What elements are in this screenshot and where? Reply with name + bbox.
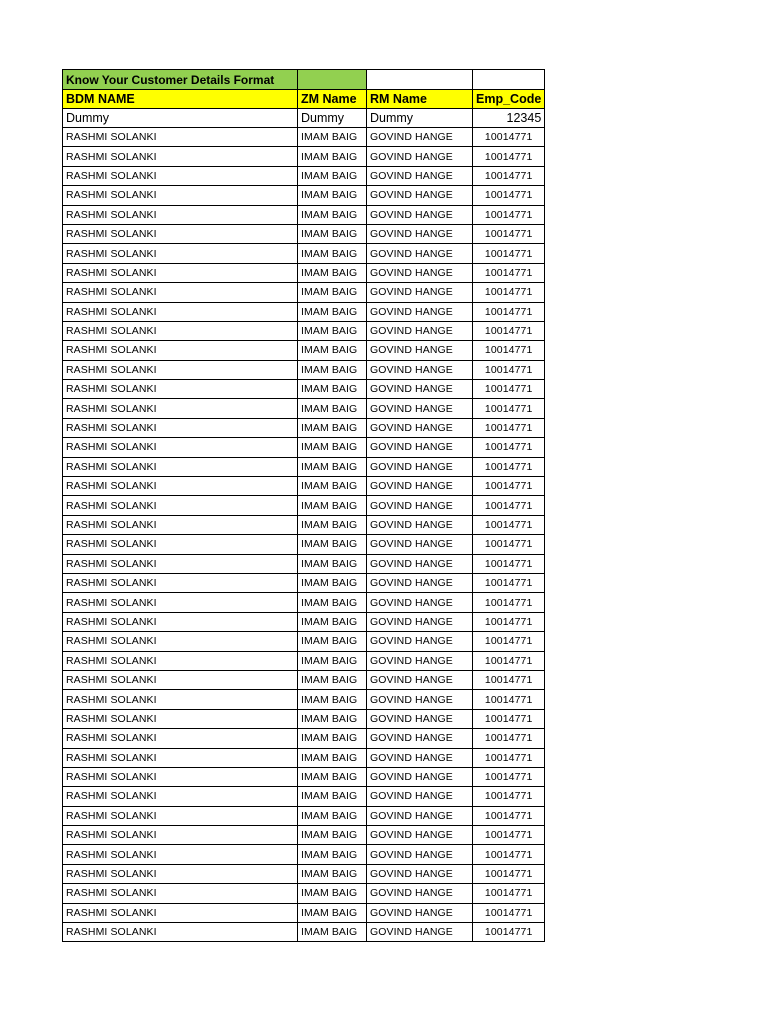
cell-rm-name[interactable]: GOVIND HANGE — [367, 263, 473, 282]
cell-bdm-name[interactable]: RASHMI SOLANKI — [63, 399, 298, 418]
cell-emp-code[interactable]: 10014771 — [473, 186, 545, 205]
cell-bdm-name[interactable]: RASHMI SOLANKI — [63, 244, 298, 263]
cell-bdm-name[interactable]: RASHMI SOLANKI — [63, 729, 298, 748]
cell-emp-code[interactable]: 10014771 — [473, 923, 545, 942]
table-row — [63, 806, 545, 825]
cell-bdm-name[interactable]: RASHMI SOLANKI — [63, 632, 298, 651]
cell-emp-code[interactable]: 10014771 — [473, 128, 545, 147]
cell-rm-name[interactable]: GOVIND HANGE — [367, 923, 473, 942]
table-row — [63, 186, 545, 205]
cell-bdm-name[interactable]: RASHMI SOLANKI — [63, 767, 298, 786]
cell-rm-name[interactable]: GOVIND HANGE — [367, 709, 473, 728]
header-emp-code[interactable]: Emp_Code — [473, 90, 545, 109]
cell-bdm-name[interactable]: RASHMI SOLANKI — [63, 903, 298, 922]
cell-emp-code[interactable]: 10014771 — [473, 321, 545, 340]
cell-bdm-name[interactable]: RASHMI SOLANKI — [63, 224, 298, 243]
cell-zm-name[interactable]: IMAM BAIG — [298, 321, 367, 340]
table-row — [63, 263, 545, 282]
cell-emp-code[interactable]: 10014771 — [473, 244, 545, 263]
cell-bdm-name[interactable]: RASHMI SOLANKI — [63, 360, 298, 379]
cell-bdm-name[interactable]: RASHMI SOLANKI — [63, 709, 298, 728]
cell-emp-code[interactable]: 10014771 — [473, 767, 545, 786]
cell-zm-name[interactable]: IMAM BAIG — [298, 360, 367, 379]
cell-bdm-name[interactable]: RASHMI SOLANKI — [63, 205, 298, 224]
table-row — [63, 593, 545, 612]
table-row — [63, 515, 545, 534]
cell-emp-code[interactable]: 10014771 — [473, 263, 545, 282]
cell-bdm-name[interactable]: RASHMI SOLANKI — [63, 380, 298, 399]
cell-zm-name[interactable]: Dummy — [298, 109, 367, 128]
cell-bdm-name[interactable]: RASHMI SOLANKI — [63, 457, 298, 476]
table-row — [63, 477, 545, 496]
cell-rm-name[interactable]: GOVIND HANGE — [367, 729, 473, 748]
table-row — [63, 205, 545, 224]
table-row — [63, 244, 545, 263]
table-row — [63, 903, 545, 922]
header-rm-name[interactable]: RM Name — [367, 90, 473, 109]
table-row — [63, 554, 545, 573]
cell-bdm-name[interactable]: RASHMI SOLANKI — [63, 438, 298, 457]
table-row — [63, 380, 545, 399]
cell-zm-name[interactable]: IMAM BAIG — [298, 496, 367, 515]
cell-emp-code[interactable]: 10014771 — [473, 535, 545, 554]
title-empty-cell[interactable] — [367, 70, 473, 90]
cell-bdm-name[interactable]: RASHMI SOLANKI — [63, 923, 298, 942]
cell-emp-code[interactable]: 10014771 — [473, 884, 545, 903]
cell-emp-code[interactable]: 10014771 — [473, 787, 545, 806]
cell-bdm-name[interactable]: RASHMI SOLANKI — [63, 321, 298, 340]
cell-zm-name[interactable]: IMAM BAIG — [298, 767, 367, 786]
cell-bdm-name[interactable]: RASHMI SOLANKI — [63, 612, 298, 631]
cell-zm-name[interactable]: IMAM BAIG — [298, 186, 367, 205]
table-row — [63, 321, 545, 340]
cell-zm-name[interactable]: IMAM BAIG — [298, 923, 367, 942]
header-row — [63, 90, 545, 109]
cell-zm-name[interactable]: IMAM BAIG — [298, 166, 367, 185]
cell-emp-code[interactable]: 10014771 — [473, 748, 545, 767]
title-empty-cell[interactable] — [473, 70, 545, 90]
cell-rm-name[interactable]: Dummy — [367, 109, 473, 128]
cell-zm-name[interactable]: IMAM BAIG — [298, 263, 367, 282]
cell-zm-name[interactable]: IMAM BAIG — [298, 806, 367, 825]
cell-emp-code[interactable]: 10014771 — [473, 418, 545, 437]
table-row — [63, 147, 545, 166]
table-row — [63, 438, 545, 457]
cell-bdm-name[interactable]: RASHMI SOLANKI — [63, 477, 298, 496]
cell-rm-name[interactable]: GOVIND HANGE — [367, 884, 473, 903]
table-row — [63, 283, 545, 302]
cell-zm-name[interactable]: IMAM BAIG — [298, 632, 367, 651]
cell-rm-name[interactable]: GOVIND HANGE — [367, 864, 473, 883]
cell-rm-name[interactable]: GOVIND HANGE — [367, 632, 473, 651]
cell-emp-code[interactable]: 10014771 — [473, 399, 545, 418]
cell-zm-name[interactable]: IMAM BAIG — [298, 690, 367, 709]
cell-rm-name[interactable]: GOVIND HANGE — [367, 244, 473, 263]
table-row — [63, 651, 545, 670]
cell-emp-code[interactable]: 10014771 — [473, 554, 545, 573]
cell-emp-code[interactable]: 10014771 — [473, 709, 545, 728]
table-row — [63, 690, 545, 709]
cell-zm-name[interactable]: IMAM BAIG — [298, 399, 367, 418]
cell-rm-name[interactable]: GOVIND HANGE — [367, 457, 473, 476]
table-row — [63, 128, 545, 147]
cell-bdm-name[interactable]: RASHMI SOLANKI — [63, 535, 298, 554]
cell-emp-code[interactable]: 10014771 — [473, 690, 545, 709]
cell-rm-name[interactable]: GOVIND HANGE — [367, 380, 473, 399]
cell-zm-name[interactable]: IMAM BAIG — [298, 787, 367, 806]
title-green-cell[interactable] — [298, 70, 367, 90]
cell-emp-code[interactable]: 10014771 — [473, 147, 545, 166]
cell-emp-code[interactable]: 10014771 — [473, 205, 545, 224]
cell-emp-code[interactable]: 10014771 — [473, 496, 545, 515]
cell-bdm-name[interactable]: RASHMI SOLANKI — [63, 166, 298, 185]
cell-rm-name[interactable]: GOVIND HANGE — [367, 360, 473, 379]
cell-rm-name[interactable]: GOVIND HANGE — [367, 670, 473, 689]
cell-rm-name[interactable]: GOVIND HANGE — [367, 903, 473, 922]
cell-rm-name[interactable]: GOVIND HANGE — [367, 147, 473, 166]
table-row — [63, 632, 545, 651]
cell-bdm-name[interactable]: RASHMI SOLANKI — [63, 283, 298, 302]
cell-emp-code[interactable]: 10014771 — [473, 845, 545, 864]
cell-rm-name[interactable]: GOVIND HANGE — [367, 283, 473, 302]
cell-zm-name[interactable]: IMAM BAIG — [298, 302, 367, 321]
cell-bdm-name[interactable]: RASHMI SOLANKI — [63, 147, 298, 166]
cell-bdm-name[interactable]: RASHMI SOLANKI — [63, 128, 298, 147]
cell-rm-name[interactable]: GOVIND HANGE — [367, 224, 473, 243]
table-row — [63, 360, 545, 379]
cell-emp-code[interactable]: 10014771 — [473, 632, 545, 651]
cell-bdm-name[interactable]: RASHMI SOLANKI — [63, 651, 298, 670]
cell-bdm-name[interactable]: RASHMI SOLANKI — [63, 884, 298, 903]
cell-zm-name[interactable]: IMAM BAIG — [298, 128, 367, 147]
cell-zm-name[interactable]: IMAM BAIG — [298, 729, 367, 748]
cell-emp-code[interactable]: 10014771 — [473, 729, 545, 748]
cell-zm-name[interactable]: IMAM BAIG — [298, 457, 367, 476]
cell-zm-name[interactable]: IMAM BAIG — [298, 612, 367, 631]
cell-bdm-name[interactable]: RASHMI SOLANKI — [63, 826, 298, 845]
cell-zm-name[interactable]: IMAM BAIG — [298, 244, 367, 263]
cell-zm-name[interactable]: IMAM BAIG — [298, 709, 367, 728]
cell-rm-name[interactable]: GOVIND HANGE — [367, 787, 473, 806]
cell-bdm-name[interactable]: RASHMI SOLANKI — [63, 186, 298, 205]
table-row — [63, 341, 545, 360]
table-row — [63, 767, 545, 786]
cell-zm-name[interactable]: IMAM BAIG — [298, 380, 367, 399]
cell-rm-name[interactable]: GOVIND HANGE — [367, 477, 473, 496]
cell-bdm-name[interactable]: RASHMI SOLANKI — [63, 787, 298, 806]
kyc-details-table — [62, 69, 545, 942]
cell-rm-name[interactable]: GOVIND HANGE — [367, 748, 473, 767]
cell-bdm-name[interactable]: RASHMI SOLANKI — [63, 418, 298, 437]
cell-bdm-name[interactable]: RASHMI SOLANKI — [63, 573, 298, 592]
cell-emp-code[interactable]: 10014771 — [473, 438, 545, 457]
cell-bdm-name[interactable]: RASHMI SOLANKI — [63, 670, 298, 689]
cell-rm-name[interactable]: GOVIND HANGE — [367, 573, 473, 592]
cell-zm-name[interactable]: IMAM BAIG — [298, 554, 367, 573]
cell-rm-name[interactable]: GOVIND HANGE — [367, 496, 473, 515]
cell-rm-name[interactable]: GOVIND HANGE — [367, 128, 473, 147]
header-bdm-name[interactable]: BDM NAME — [63, 90, 298, 109]
cell-emp-code[interactable]: 10014771 — [473, 166, 545, 185]
table-row — [63, 612, 545, 631]
cell-rm-name[interactable]: GOVIND HANGE — [367, 166, 473, 185]
cell-bdm-name[interactable]: RASHMI SOLANKI — [63, 806, 298, 825]
cell-emp-code[interactable]: 12345 — [473, 109, 545, 128]
cell-bdm-name[interactable]: RASHMI SOLANKI — [63, 554, 298, 573]
cell-bdm-name[interactable]: RASHMI SOLANKI — [63, 748, 298, 767]
cell-emp-code[interactable]: 10014771 — [473, 515, 545, 534]
cell-rm-name[interactable]: GOVIND HANGE — [367, 535, 473, 554]
cell-zm-name[interactable]: IMAM BAIG — [298, 147, 367, 166]
cell-rm-name[interactable]: GOVIND HANGE — [367, 321, 473, 340]
cell-rm-name[interactable]: GOVIND HANGE — [367, 651, 473, 670]
cell-zm-name[interactable]: IMAM BAIG — [298, 593, 367, 612]
table-row — [63, 709, 545, 728]
cell-emp-code[interactable]: 10014771 — [473, 380, 545, 399]
kyc-table-body — [63, 70, 545, 942]
table-row — [63, 496, 545, 515]
cell-emp-code[interactable]: 10014771 — [473, 864, 545, 883]
cell-bdm-name[interactable]: RASHMI SOLANKI — [63, 845, 298, 864]
cell-emp-code[interactable]: 10014771 — [473, 224, 545, 243]
cell-zm-name[interactable]: IMAM BAIG — [298, 903, 367, 922]
cell-bdm-name[interactable]: RASHMI SOLANKI — [63, 690, 298, 709]
cell-emp-code[interactable]: 10014771 — [473, 573, 545, 592]
cell-zm-name[interactable]: IMAM BAIG — [298, 535, 367, 554]
cell-zm-name[interactable]: IMAM BAIG — [298, 748, 367, 767]
table-row — [63, 826, 545, 845]
cell-emp-code[interactable]: 10014771 — [473, 806, 545, 825]
cell-emp-code[interactable]: 10014771 — [473, 302, 545, 321]
cell-emp-code[interactable]: 10014771 — [473, 826, 545, 845]
table-row — [63, 399, 545, 418]
cell-zm-name[interactable]: IMAM BAIG — [298, 515, 367, 534]
table-row — [63, 166, 545, 185]
cell-emp-code[interactable]: 10014771 — [473, 360, 545, 379]
cell-rm-name[interactable]: GOVIND HANGE — [367, 612, 473, 631]
table-row — [63, 845, 545, 864]
table-row — [63, 573, 545, 592]
cell-rm-name[interactable]: GOVIND HANGE — [367, 593, 473, 612]
table-row — [63, 729, 545, 748]
table-row — [63, 748, 545, 767]
table-row — [63, 535, 545, 554]
cell-rm-name[interactable]: GOVIND HANGE — [367, 690, 473, 709]
cell-rm-name[interactable]: GOVIND HANGE — [367, 302, 473, 321]
cell-bdm-name[interactable]: Dummy — [63, 109, 298, 128]
cell-zm-name[interactable]: IMAM BAIG — [298, 826, 367, 845]
sheet-title[interactable]: Know Your Customer Details Format — [63, 70, 298, 90]
table-row — [63, 457, 545, 476]
cell-zm-name[interactable]: IMAM BAIG — [298, 341, 367, 360]
cell-zm-name[interactable]: IMAM BAIG — [298, 864, 367, 883]
cell-rm-name[interactable]: GOVIND HANGE — [367, 806, 473, 825]
table-row — [63, 302, 545, 321]
dummy-row — [63, 109, 545, 128]
cell-emp-code[interactable]: 10014771 — [473, 903, 545, 922]
cell-emp-code[interactable]: 10014771 — [473, 341, 545, 360]
cell-zm-name[interactable]: IMAM BAIG — [298, 438, 367, 457]
cell-bdm-name[interactable]: RASHMI SOLANKI — [63, 263, 298, 282]
table-row — [63, 787, 545, 806]
cell-emp-code[interactable]: 10014771 — [473, 457, 545, 476]
cell-zm-name[interactable]: IMAM BAIG — [298, 283, 367, 302]
cell-rm-name[interactable]: GOVIND HANGE — [367, 845, 473, 864]
cell-zm-name[interactable]: IMAM BAIG — [298, 477, 367, 496]
title-row — [63, 70, 545, 90]
cell-bdm-name[interactable]: RASHMI SOLANKI — [63, 302, 298, 321]
cell-bdm-name[interactable]: RASHMI SOLANKI — [63, 496, 298, 515]
table-row — [63, 224, 545, 243]
cell-rm-name[interactable]: GOVIND HANGE — [367, 186, 473, 205]
header-zm-name[interactable]: ZM Name — [298, 90, 367, 109]
cell-rm-name[interactable]: GOVIND HANGE — [367, 399, 473, 418]
cell-zm-name[interactable]: IMAM BAIG — [298, 418, 367, 437]
cell-rm-name[interactable]: GOVIND HANGE — [367, 438, 473, 457]
cell-rm-name[interactable]: GOVIND HANGE — [367, 515, 473, 534]
cell-zm-name[interactable]: IMAM BAIG — [298, 670, 367, 689]
cell-rm-name[interactable]: GOVIND HANGE — [367, 826, 473, 845]
cell-bdm-name[interactable]: RASHMI SOLANKI — [63, 593, 298, 612]
cell-zm-name[interactable]: IMAM BAIG — [298, 224, 367, 243]
cell-bdm-name[interactable]: RASHMI SOLANKI — [63, 864, 298, 883]
table-row — [63, 670, 545, 689]
cell-emp-code[interactable]: 10014771 — [473, 593, 545, 612]
table-row — [63, 418, 545, 437]
table-row — [63, 923, 545, 942]
cell-emp-code[interactable]: 10014771 — [473, 477, 545, 496]
cell-zm-name[interactable]: IMAM BAIG — [298, 845, 367, 864]
cell-zm-name[interactable]: IMAM BAIG — [298, 884, 367, 903]
cell-emp-code[interactable]: 10014771 — [473, 612, 545, 631]
cell-rm-name[interactable]: GOVIND HANGE — [367, 341, 473, 360]
cell-zm-name[interactable]: IMAM BAIG — [298, 573, 367, 592]
cell-emp-code[interactable]: 10014771 — [473, 283, 545, 302]
cell-rm-name[interactable]: GOVIND HANGE — [367, 418, 473, 437]
cell-rm-name[interactable]: GOVIND HANGE — [367, 554, 473, 573]
table-row — [63, 864, 545, 883]
cell-zm-name[interactable]: IMAM BAIG — [298, 205, 367, 224]
cell-zm-name[interactable]: IMAM BAIG — [298, 651, 367, 670]
table-row — [63, 884, 545, 903]
cell-bdm-name[interactable]: RASHMI SOLANKI — [63, 341, 298, 360]
cell-emp-code[interactable]: 10014771 — [473, 651, 545, 670]
cell-rm-name[interactable]: GOVIND HANGE — [367, 767, 473, 786]
cell-rm-name[interactable]: GOVIND HANGE — [367, 205, 473, 224]
cell-emp-code[interactable]: 10014771 — [473, 670, 545, 689]
cell-bdm-name[interactable]: RASHMI SOLANKI — [63, 515, 298, 534]
